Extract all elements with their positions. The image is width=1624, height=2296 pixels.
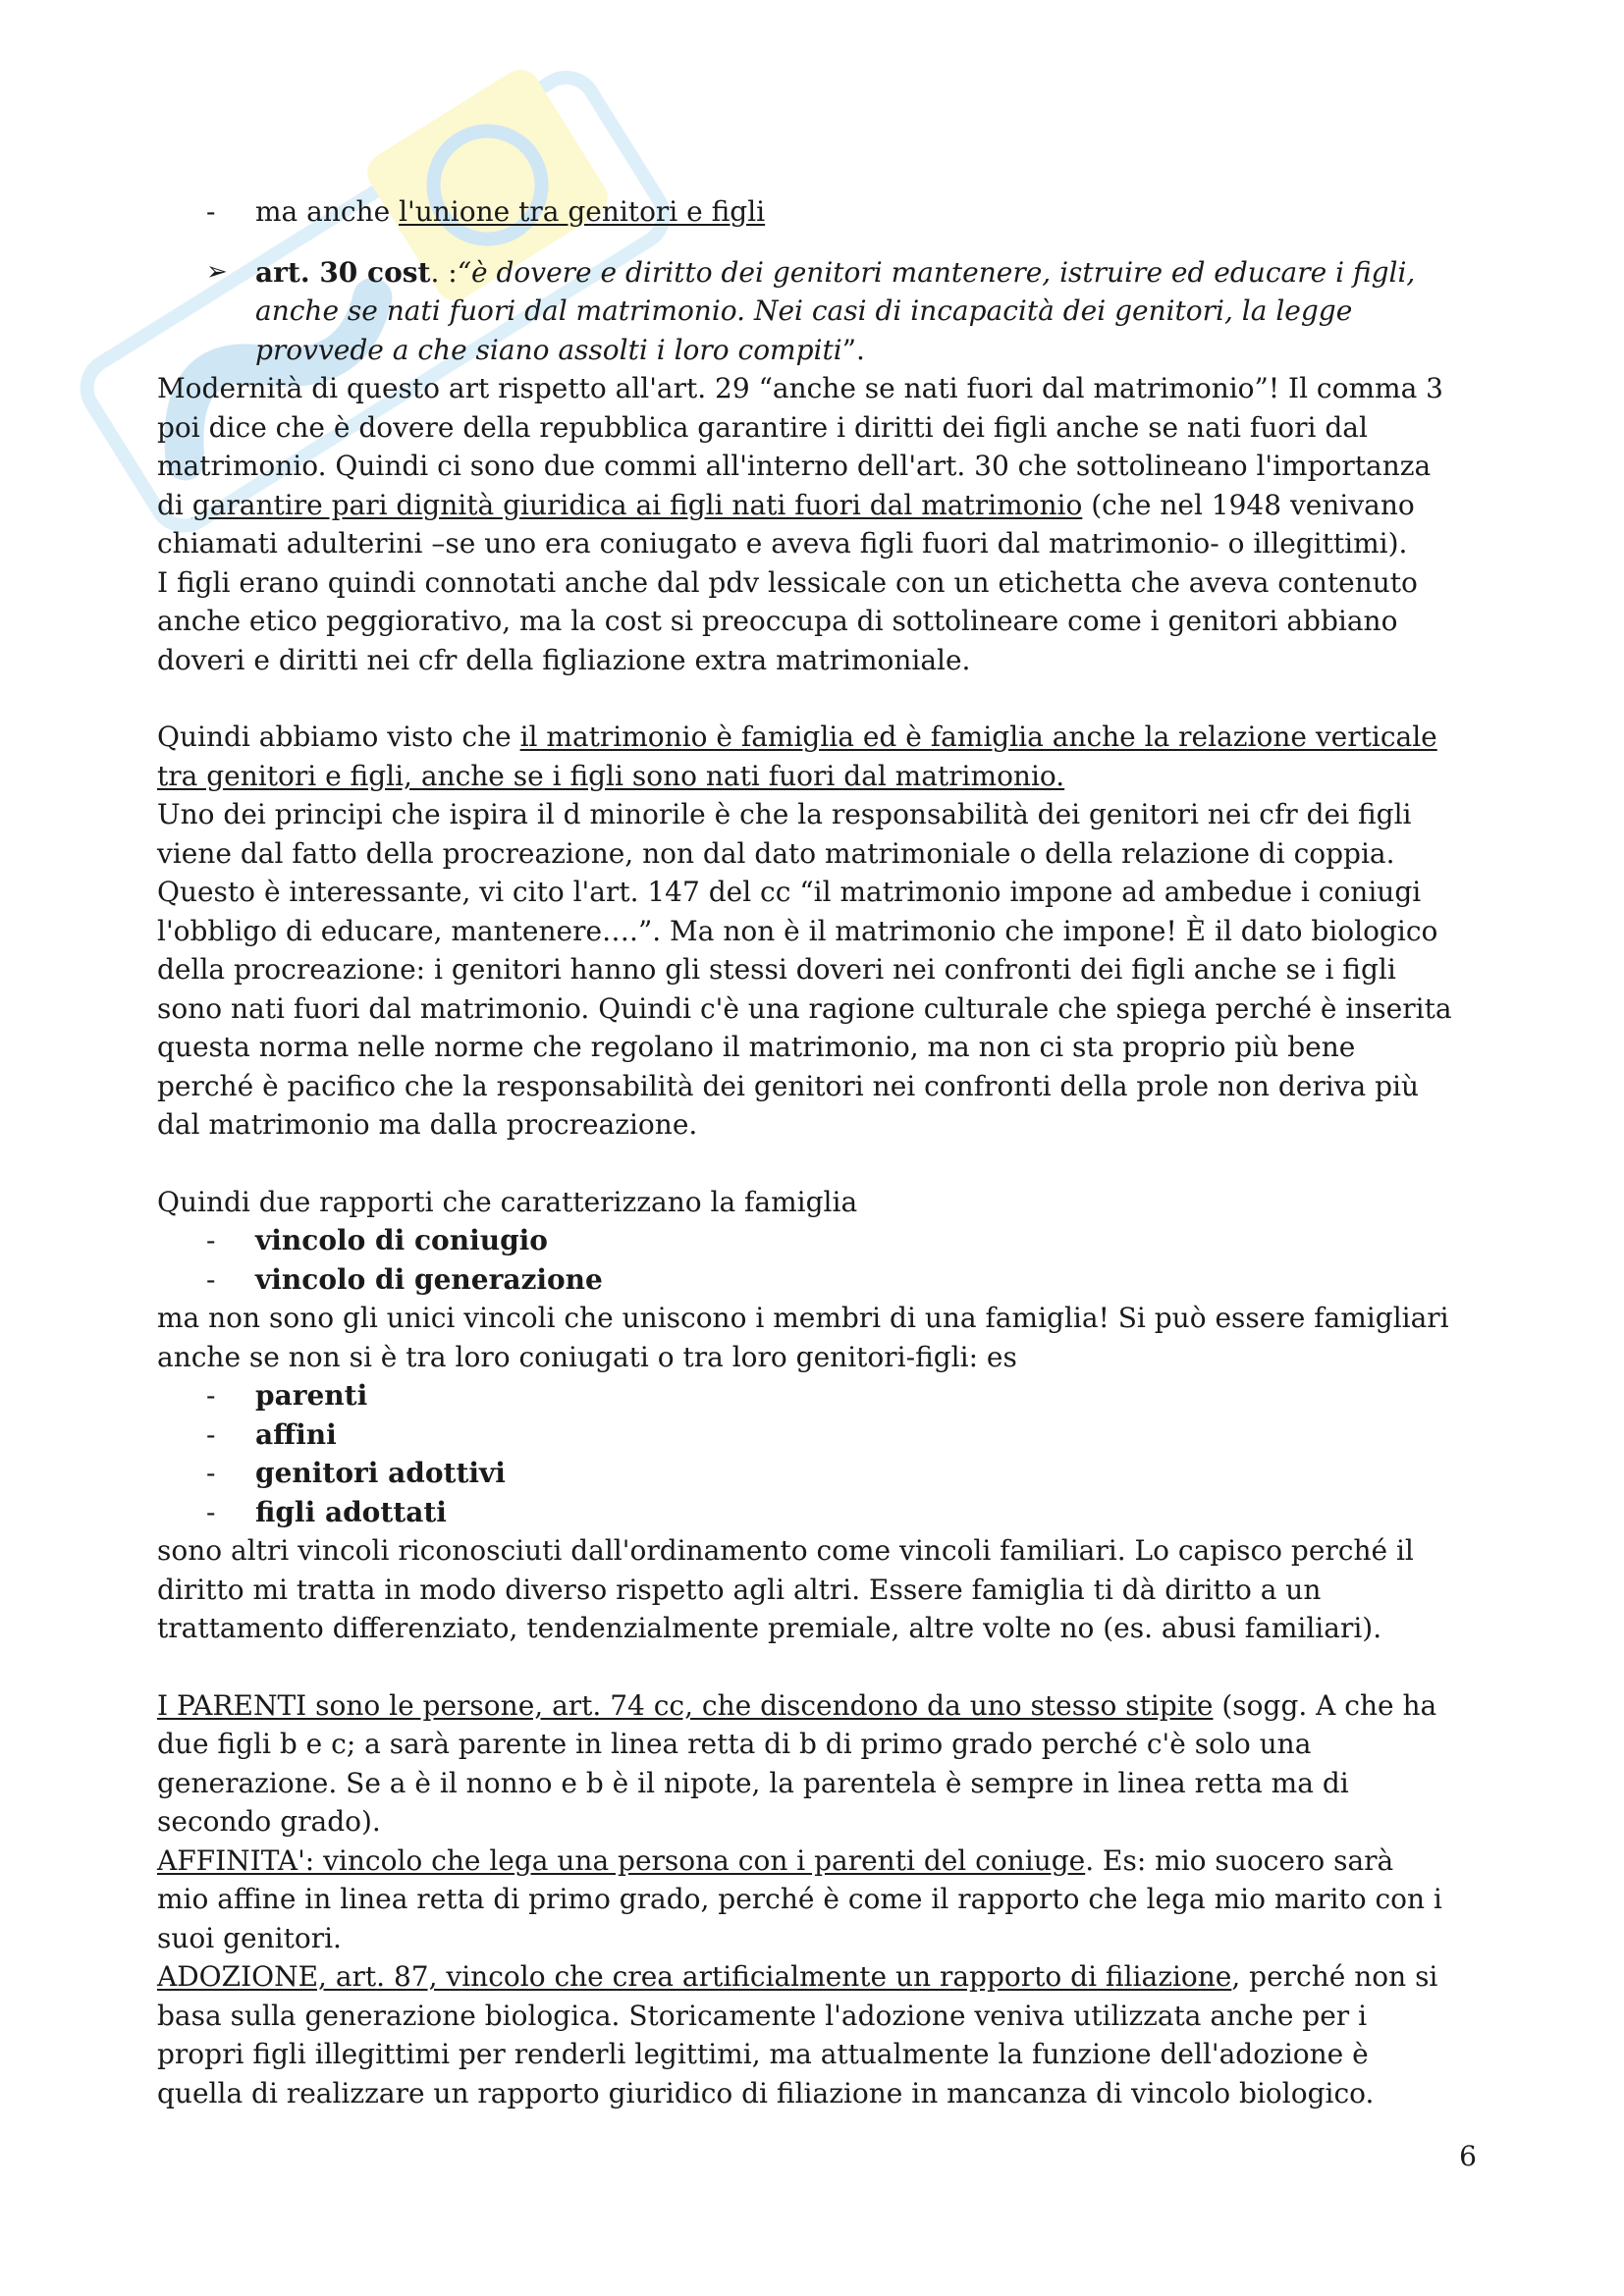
dash-bullet: - [206, 1262, 216, 1296]
arrow-bullet-icon: ➢ [206, 256, 228, 287]
list-item: - vincolo di coniugio [157, 1221, 1453, 1260]
paragraph: Uno dei principi che ispira il d minorile è che la responsabilità dei genitori nei cfr dei figli viene dal fatto della procreazione, non dal dato matrimoniale o della relazione di coppia. Questo è interessante, vi cito l'art. 147 del cc “il matrimonio impone ad ambedue i coniugi l'obbligo di educare, mantenere….”. Ma non è il matrimonio che impone! È il dato biologico della procreazione: i genitori hanno gli stessi doveri nei confronti dei figli anche se i figli sono nati fuori dal matrimonio. Quindi c'è una ragione culturale che spiega perché è inserita questa norma nelle norme che regolano il matrimonio, ma non ci sta proprio più bene perché è pacifico che la responsabilità dei genitori nei confronti della prole non deriva più dal matrimonio ma dalla procreazione. [157, 798, 1452, 1141]
dash-bullet: - [206, 1457, 216, 1489]
quoted-article-text: “è dovere e diritto dei genitori mantenere, istruire ed educare i figli, anche se nati fuori dal matrimonio. Nei casi di incapacità dei genitori, la legge provvede a che siano assolti i loro compiti [255, 255, 1416, 366]
list-item: - affini [157, 1415, 1453, 1455]
paragraph: sono altri vincoli riconosciuti dall'ordinamento come vincoli familiari. Lo capisco perché il diritto mi tratta in modo diverso rispetto agli altri. Essere famiglia ti dà diritto a un trattamento differenziato, tendenzialmente premiale, altre volte no (es. abusi familiari). [157, 1534, 1414, 1644]
paragraph: I PARENTI sono le persone, art. 74 cc, che discendono da uno stesso stipite (sogg. A che ha due figli b e c; a sarà parente in linea retta di b di primo grado perché c'è solo una generazione. Se a è il nonno e b è il nipote, la parentela è sempre in linea retta ma di secondo grado). [157, 1688, 1437, 1838]
dash-bullet: - [206, 1495, 216, 1528]
list-item: - figli adottati [157, 1493, 1453, 1532]
list-item: - ma anche l'unione tra genitori e figli [157, 192, 1453, 232]
paragraph: Modernità di questo art rispetto all'art. 29 “anche se nati fuori dal matrimonio”! Il comma 3 poi dice che è dovere della repubblica garantire i diritti dei figli anche se nati fuori dal matrimonio. Quindi ci sono due commi all'interno dell'art. 30 che sottolineano l'importanza di garantire pari dignità giuridica ai figli nati fuori dal matrimonio (che nel 1948 venivano chiamati adulterini –se uno era coniugato e aveva figli fuori dal matrimonio- o illegittimi). [157, 372, 1443, 560]
page-number: 6 [1459, 2140, 1477, 2172]
underlined-text: AFFINITA': vincolo che lega una persona con i parenti del coniuge [157, 1843, 1086, 1877]
paragraph: AFFINITA': vincolo che lega una persona con i parenti del coniuge. Es: mio suocero sarà mio affine in linea retta di primo grado, perché è come il rapporto che lega mio marito con i suoi genitori. [157, 1843, 1442, 1954]
underlined-text: ADOZIONE, art. 87, vincolo che crea artificialmente un rapporto di filiazione [157, 1960, 1232, 1993]
paragraph: Quindi abbiamo visto che il matrimonio è famiglia ed è famiglia anche la relazione verticale tra genitori e figli, anche se i figli sono nati fuori dal matrimonio. [157, 721, 1437, 792]
paragraph: ADOZIONE, art. 87, vincolo che crea artificialmente un rapporto di filiazione, perché non si basa sulla generazione biologica. Storicamente l'adozione veniva utilizzata anche per i propri figli illegittimi per renderli legittimi, ma attualmente la funzione dell'adozione è quella di realizzare un rapporto giuridico di filiazione in mancanza di vincolo biologico. [157, 1960, 1438, 2109]
list-item: - genitori adottivi [157, 1454, 1453, 1493]
dash-bullet: - [206, 1379, 216, 1412]
article-reference: art. 30 cost [255, 255, 431, 289]
underlined-text: l'unione tra genitori e figli [399, 195, 766, 228]
dash-bullet: - [206, 1417, 216, 1451]
list-item: - parenti [157, 1376, 1453, 1415]
underlined-text: garantire pari dignità giuridica ai figli nati fuori dal matrimonio [191, 488, 1083, 521]
underlined-text: I PARENTI sono le persone, art. 74 cc, che discendono da uno stesso stipite [157, 1688, 1214, 1722]
paragraph: ma non sono gli unici vincoli che uniscono i membri di una famiglia! Si può essere famigliari anche se non si è tra loro coniugati o tra loro genitori-figli: es [157, 1302, 1449, 1373]
paragraph: Quindi due rapporti che caratterizzano la famiglia [157, 1185, 858, 1218]
dash-bullet: - [206, 195, 216, 228]
arrow-list-item: ➢ art. 30 cost. :“è dovere e diritto dei genitori mantenere, istruire ed educare i figli, anche se nati fuori dal matrimonio. Nei casi di incapacità dei genitori, la legge provvede a che siano assolti i loro compiti”. [157, 253, 1453, 370]
underlined-text: il matrimonio è famiglia ed è famiglia anche la relazione verticale tra genitori e figli, anche se i figli sono nati fuori dal matrimonio. [157, 721, 1437, 792]
list-item: - vincolo di generazione [157, 1260, 1453, 1300]
document-body [157, 192, 1453, 2112]
dash-bullet: - [206, 1224, 216, 1256]
paragraph: I figli erano quindi connotati anche dal pdv lessicale con un etichetta che aveva contenuto anche etico peggiorativo, ma la cost si preoccupa di sottolineare come i genitori abbiano doveri e diritti nei cfr della figliazione extra matrimoniale. [157, 565, 1418, 676]
